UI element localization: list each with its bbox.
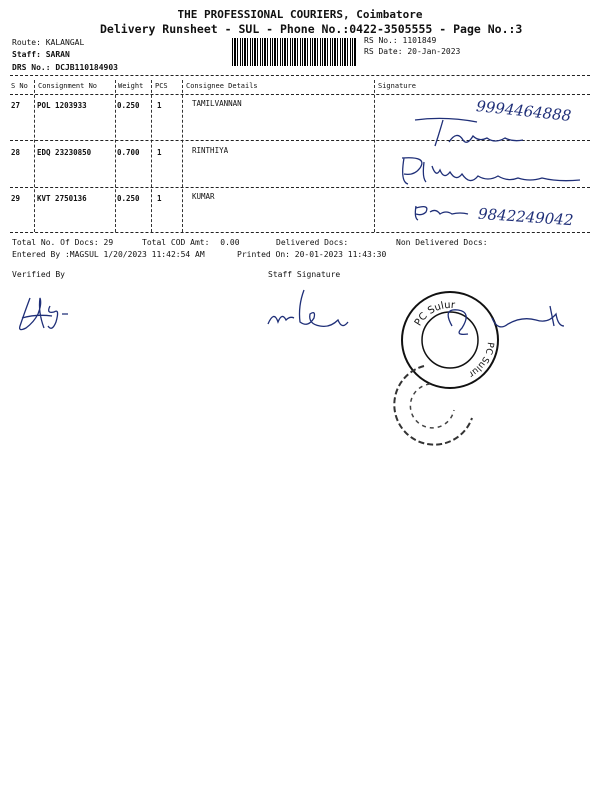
- total-docs-label: Total No. Of Docs:: [12, 238, 99, 247]
- rs-date-label: RS Date:: [364, 47, 403, 56]
- drs-row: [12, 63, 118, 72]
- drs-label: DRS No.:: [12, 63, 51, 72]
- rs-no-value: 1101849: [402, 36, 437, 45]
- delivered-docs-label: Delivered Docs:: [276, 238, 349, 247]
- total-docs: [12, 238, 113, 247]
- recipient-signature: [405, 112, 545, 152]
- divider: [10, 75, 590, 76]
- handwritten-phone: 9842249042: [477, 204, 574, 230]
- stamp-text-top: PC Sulur: [412, 299, 456, 329]
- row-pcs: 1: [157, 148, 162, 157]
- row-sno: 27: [11, 101, 21, 110]
- column-separator: [151, 80, 152, 232]
- staff-value: SARAN: [45, 50, 70, 59]
- col-header-weight: Weight: [118, 82, 144, 90]
- row-weight: 0.250: [117, 194, 140, 203]
- row-consignee: TAMILVANNAN: [192, 99, 242, 108]
- column-separator: [182, 80, 183, 232]
- column-separator: [374, 80, 375, 232]
- staff-row: [12, 50, 70, 59]
- drs-value: DCJB110184903: [55, 63, 118, 72]
- row-pcs: 1: [157, 101, 162, 110]
- column-separator: [115, 80, 116, 232]
- staff-label: Staff:: [12, 50, 41, 59]
- staff-signature-label: Staff Signature: [268, 270, 341, 279]
- row-weight: 0.250: [117, 101, 140, 110]
- verified-by-label: Verified By: [12, 270, 65, 279]
- row-consignee: RINTHIYA: [192, 146, 229, 155]
- stamp-signature: [432, 296, 592, 346]
- non-delivered-docs-label: Non Delivered Docs:: [396, 238, 488, 247]
- col-header-signature: Signature: [378, 82, 416, 90]
- route-label: Route:: [12, 38, 41, 47]
- row-consignment: EDQ 23230850: [37, 148, 92, 157]
- col-header-pcs: PCS: [155, 82, 168, 90]
- staff-signature: [264, 286, 364, 336]
- total-cod-value: 0.00: [220, 238, 240, 247]
- total-cod-label: Total COD Amt:: [142, 238, 210, 247]
- courier-company-title: THE PROFESSIONAL COURIERS, Coimbatore: [177, 8, 423, 21]
- rs-date-value: 20-Jan-2023: [407, 47, 461, 56]
- total-cod: [142, 238, 240, 247]
- route-value: KALANGAL: [45, 38, 85, 47]
- row-consignee: KUMAR: [192, 192, 215, 201]
- col-header-sno: S No: [11, 82, 28, 90]
- recipient-signature: [412, 202, 482, 224]
- rs-no-label: RS No.:: [364, 36, 398, 45]
- row-consignment: POL 1203933: [37, 101, 87, 110]
- divider: [10, 94, 590, 95]
- divider: [10, 232, 590, 233]
- verifier-signature: [16, 292, 106, 337]
- row-weight: 0.700: [117, 148, 140, 157]
- col-header-consignment: Consignment No: [38, 82, 98, 90]
- row-sno: 29: [11, 194, 21, 203]
- stamp-text-bottom: PC Sulur: [466, 341, 495, 379]
- entered-by: Entered By :MAGSUL 1/20/2023 11:42:54 AM: [12, 250, 205, 259]
- barcode: [232, 38, 356, 66]
- runsheet-subtitle: Delivery Runsheet - SUL - Phone No.:0422-3505555 - Page No.:3: [100, 22, 523, 36]
- rs-date-row: [364, 47, 460, 56]
- row-pcs: 1: [157, 194, 162, 203]
- col-header-consignee: Consignee Details: [186, 82, 258, 90]
- rs-no-row: [364, 36, 436, 45]
- route-row: [12, 38, 84, 47]
- recipient-signature: [398, 152, 588, 192]
- total-docs-value: 29: [103, 238, 114, 247]
- row-sno: 28: [11, 148, 21, 157]
- column-separator: [34, 80, 35, 232]
- faded-stamp: [384, 360, 480, 446]
- printed-on: Printed On: 20-01-2023 11:43:30: [237, 250, 387, 259]
- row-consignment: KVT 2750136: [37, 194, 87, 203]
- handwritten-phone: 9994464888: [475, 97, 573, 125]
